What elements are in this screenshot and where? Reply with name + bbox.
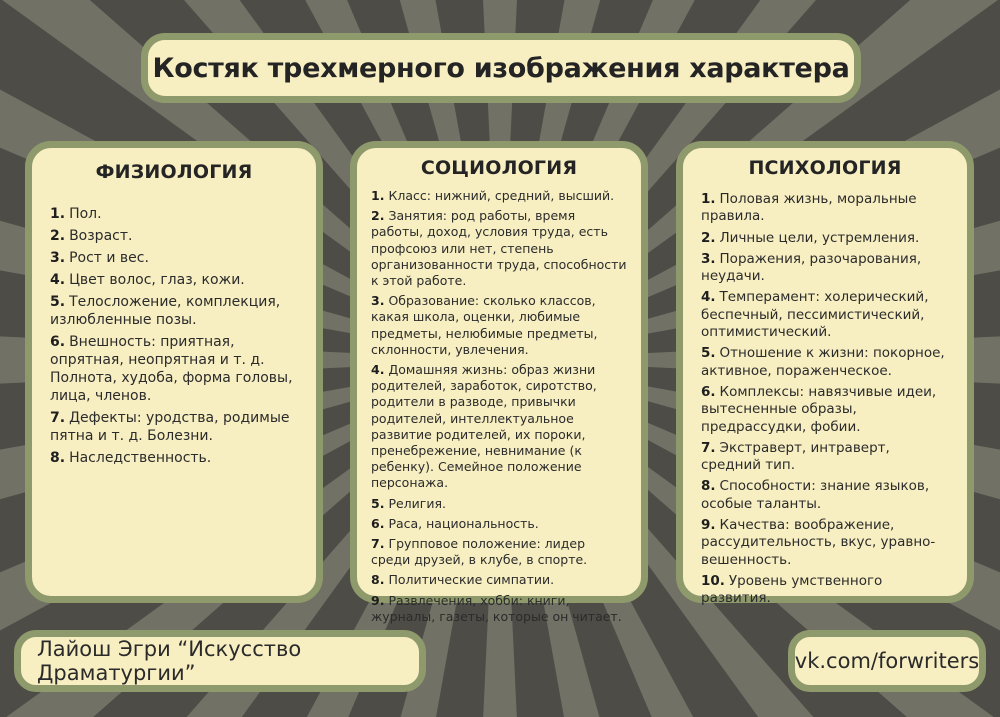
list-item: [697, 345, 953, 380]
sociology-list: [371, 188, 627, 625]
item-text: Религия.: [388, 495, 446, 511]
item-text: Способности: знание языков, особые таланты.: [701, 478, 930, 512]
item-text: Наследственность.: [69, 450, 212, 466]
item-number: 4.: [701, 289, 716, 306]
item-text: Развлечения, хобби: книги, журналы, газеты, которые он читает.: [371, 592, 622, 624]
item-text: Внешность: приятная, опрятная, неопрятная и т. д. Полнота, худоба, форма головы, лица, членов.: [50, 334, 293, 404]
author-credit-box: [14, 630, 426, 692]
item-number: 7.: [50, 410, 66, 426]
author-credit: Лайош Эгри “Искусство Драматургии”: [37, 637, 302, 685]
item-text: Раса, национальность.: [388, 515, 539, 531]
item-number: 6.: [50, 334, 66, 350]
list-item: [46, 271, 302, 289]
list-item: [697, 384, 953, 436]
item-text: Экстраверт, интраверт, средний тип.: [701, 439, 890, 474]
list-item: [697, 440, 953, 475]
page-title: Костяк трехмерного изображения характера: [152, 52, 850, 84]
sociology-column: [350, 141, 648, 624]
item-text: Телосложение, комплекция, излюбленные позы.: [50, 294, 281, 328]
item-number: 3.: [701, 250, 716, 267]
item-number: 3.: [50, 250, 66, 266]
psychology-heading: ПСИХОЛОГИЯ: [748, 157, 902, 179]
psychology-column: [676, 141, 974, 607]
item-number: 5.: [371, 495, 385, 511]
item-text: Пол.: [69, 206, 102, 222]
item-text: Комплексы: навязчивые идеи, вытесненные образы, предрассудки, фобии.: [701, 383, 937, 435]
item-text: Образование: сколько классов, какая школа, оценки, любимые предметы, нелюбимые предметы, склонности, увлечения.: [371, 293, 598, 357]
item-number: 2.: [701, 229, 716, 246]
list-item: [371, 516, 627, 532]
sociology-heading: СОЦИОЛОГИЯ: [420, 157, 578, 179]
item-number: 7.: [701, 439, 716, 456]
physiology-column: [25, 141, 323, 603]
list-item: [697, 191, 953, 226]
list-item: [46, 449, 302, 467]
item-number: 8.: [50, 450, 66, 466]
list-item: [371, 362, 627, 492]
item-number: 6.: [701, 383, 716, 400]
list-item: [371, 293, 627, 358]
list-item: [697, 573, 953, 608]
list-item: [371, 496, 627, 512]
source-link[interactable]: vk.com/forwriters: [794, 649, 980, 673]
list-item: [371, 593, 627, 625]
physiology-list: [46, 205, 302, 467]
item-text: Возраст.: [69, 228, 133, 244]
link-box: [788, 630, 986, 692]
item-text: Половая жизнь, моральные правила.: [701, 191, 917, 225]
item-number: 9.: [701, 517, 716, 534]
item-text: Политические симпатии.: [388, 572, 555, 588]
item-number: 1.: [701, 191, 716, 207]
item-number: 5.: [50, 294, 66, 310]
item-number: 8.: [701, 478, 716, 495]
item-text: Темперамент: холерический, беспечный, пессимистический, оптимистический.: [701, 289, 929, 341]
item-number: 5.: [701, 345, 716, 362]
list-item: [46, 409, 302, 445]
item-text: Занятия: род работы, время работы, доход, условия труда, есть профсоюз или нет, степень организованности труда, способности к этой работе.: [371, 208, 627, 289]
list-item: [697, 289, 953, 341]
item-number: 8.: [371, 572, 385, 588]
list-item: [46, 205, 302, 223]
list-item: [371, 572, 627, 588]
item-number: 1.: [50, 206, 66, 222]
list-item: [46, 333, 302, 405]
item-number: 4.: [50, 272, 66, 288]
list-item: [697, 230, 953, 247]
list-item: [371, 188, 627, 204]
physiology-heading: ФИЗИОЛОГИЯ: [95, 161, 253, 183]
item-number: 1.: [371, 188, 385, 203]
item-number: 7.: [371, 536, 385, 552]
item-number: 6.: [371, 515, 385, 531]
item-text: Поражения, разочарования, неудачи.: [701, 250, 922, 285]
item-text: Дефекты: уродства, родимые пятна и т. д. Болезни.: [50, 410, 290, 444]
list-item: [697, 517, 953, 569]
item-text: Домашняя жизнь: образ жизни родителей, заработок, сиротство, родители в разводе, привычки родителей, интеллектуальное развитие родителей, их пороки, пренебрежение, невнимание (к ребенку). Семейное положение персонажа.: [371, 362, 597, 491]
item-number: 3.: [371, 293, 385, 309]
item-text: Групповое положение: лидер среди друзей, в клубе, в спорте.: [371, 536, 588, 568]
list-item: [371, 536, 627, 568]
item-number: 2.: [371, 208, 385, 224]
item-text: Качества: воображение, рассудительность, вкус, уравно-вешенность.: [701, 517, 936, 568]
list-item: [46, 227, 302, 245]
item-text: Личные цели, устремления.: [719, 229, 920, 246]
item-text: Класс: нижний, средний, высший.: [388, 188, 615, 203]
psychology-list: [697, 191, 953, 608]
item-text: Уровень умственного развития.: [701, 572, 883, 607]
list-item: [697, 478, 953, 513]
item-number: 9.: [371, 592, 385, 608]
list-item: [371, 208, 627, 289]
item-text: Цвет волос, глаз, кожи.: [69, 272, 245, 288]
list-item: [46, 293, 302, 329]
item-text: Рост и вес.: [69, 250, 149, 266]
item-number: 4.: [371, 362, 385, 378]
item-text: Отношение к жизни: покорное, активное, пораженческое.: [701, 345, 945, 379]
item-number: 10.: [701, 572, 725, 589]
item-number: 2.: [50, 228, 66, 244]
list-item: [697, 251, 953, 286]
title-banner: [141, 33, 861, 103]
list-item: [46, 249, 302, 267]
